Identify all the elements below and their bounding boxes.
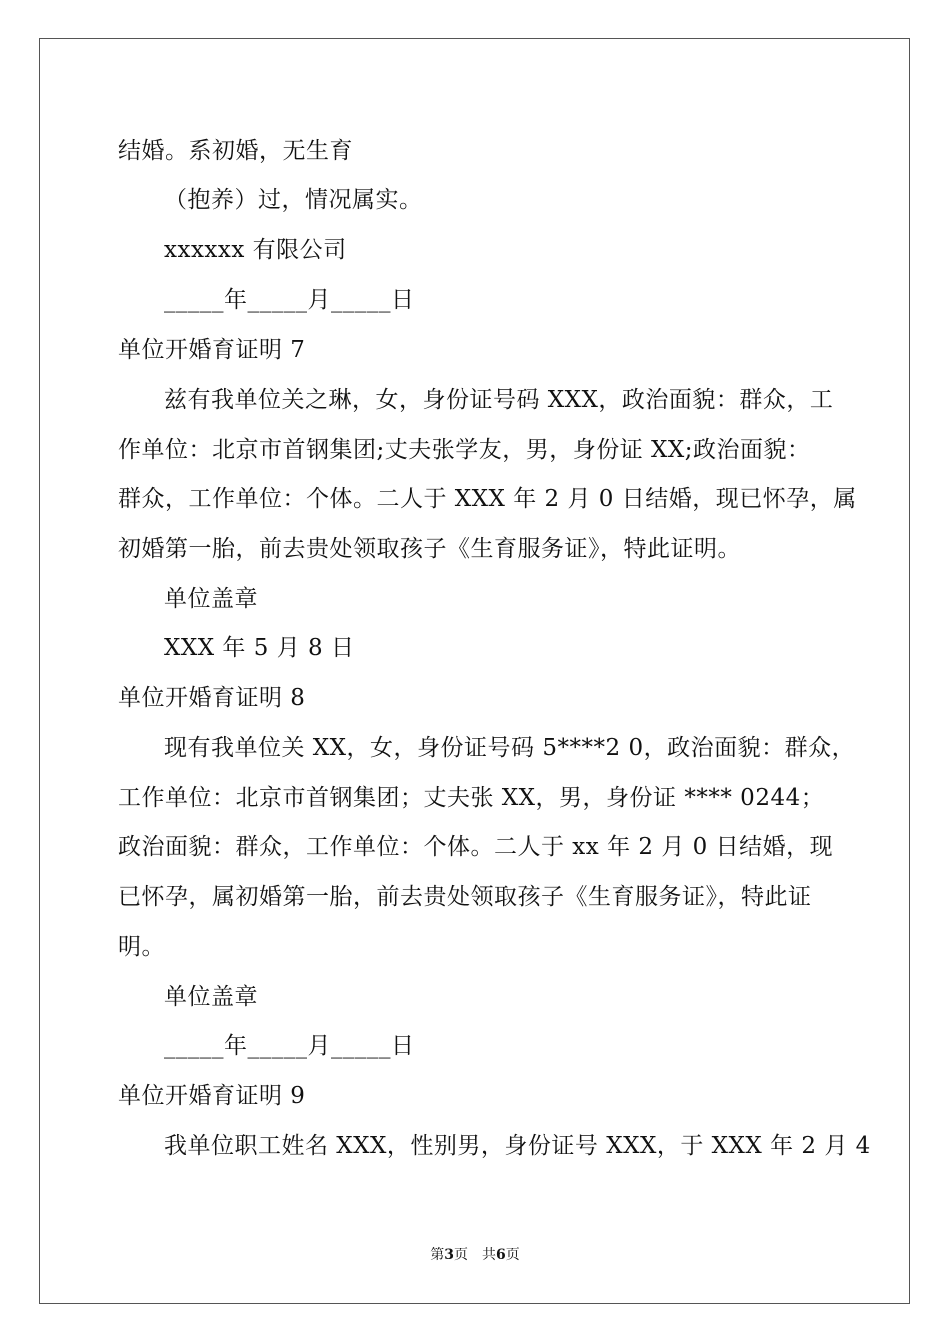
date-line: XXX 年 5 月 8 日: [164, 635, 355, 661]
page-prefix: 第: [430, 1247, 445, 1263]
section-heading-9: 单位开婚育证明 9: [118, 1083, 306, 1109]
body-line: 现有我单位关 XX，女，身份证号码 5****2 0，政治面貌：群众，: [164, 735, 856, 761]
page-footer: [0, 1246, 950, 1264]
body-line: 工作单位：北京市首钢集团；丈夫张 XX，男，身份证 **** 0244；: [118, 785, 825, 811]
body-line: 明。: [118, 934, 165, 960]
total-prefix: 共: [482, 1247, 496, 1263]
page-current: 3: [444, 1247, 454, 1263]
page-total: 6: [496, 1247, 506, 1263]
company-name: xxxxxx 有限公司: [164, 237, 347, 263]
seal-label: 单位盖章: [164, 984, 258, 1010]
page-border: [39, 38, 910, 1304]
total-suffix: 页: [505, 1247, 520, 1263]
body-line: （抱养）过，情况属实。: [164, 187, 423, 213]
body-line: 群众，工作单位：个体。二人于 XXX 年 2 月 0 日结婚，现已怀孕，属: [118, 486, 857, 512]
body-line: 兹有我单位关之琳，女，身份证号码 XXX，政治面貌：群众，工: [164, 387, 834, 413]
page-suffix: 页: [454, 1247, 468, 1263]
body-line: 已怀孕，属初婚第一胎，前去贵处领取孩子《生育服务证》，特此证: [118, 884, 812, 910]
body-line: 作单位：北京市首钢集团;丈夫张学友，男，身份证 XX;政治面貌：: [118, 437, 811, 463]
body-line: 政治面貌：群众，工作单位：个体。二人于 xx 年 2 月 0 日结婚，现: [118, 834, 834, 860]
section-heading-8: 单位开婚育证明 8: [118, 685, 306, 711]
seal-label: 单位盖章: [164, 586, 258, 612]
body-line: 初婚第一胎，前去贵处领取孩子《生育服务证》，特此证明。: [118, 536, 741, 562]
body-line: 结婚。系初婚，无生育: [118, 138, 353, 164]
date-blank: _____年_____月_____日: [164, 1033, 415, 1059]
body-line: 我单位职工姓名 XXX，性别男，身份证号 XXX，于 XXX 年 2 月 4: [164, 1133, 871, 1159]
section-heading-7: 单位开婚育证明 7: [118, 337, 306, 363]
date-blank: _____年_____月_____日: [164, 287, 415, 313]
